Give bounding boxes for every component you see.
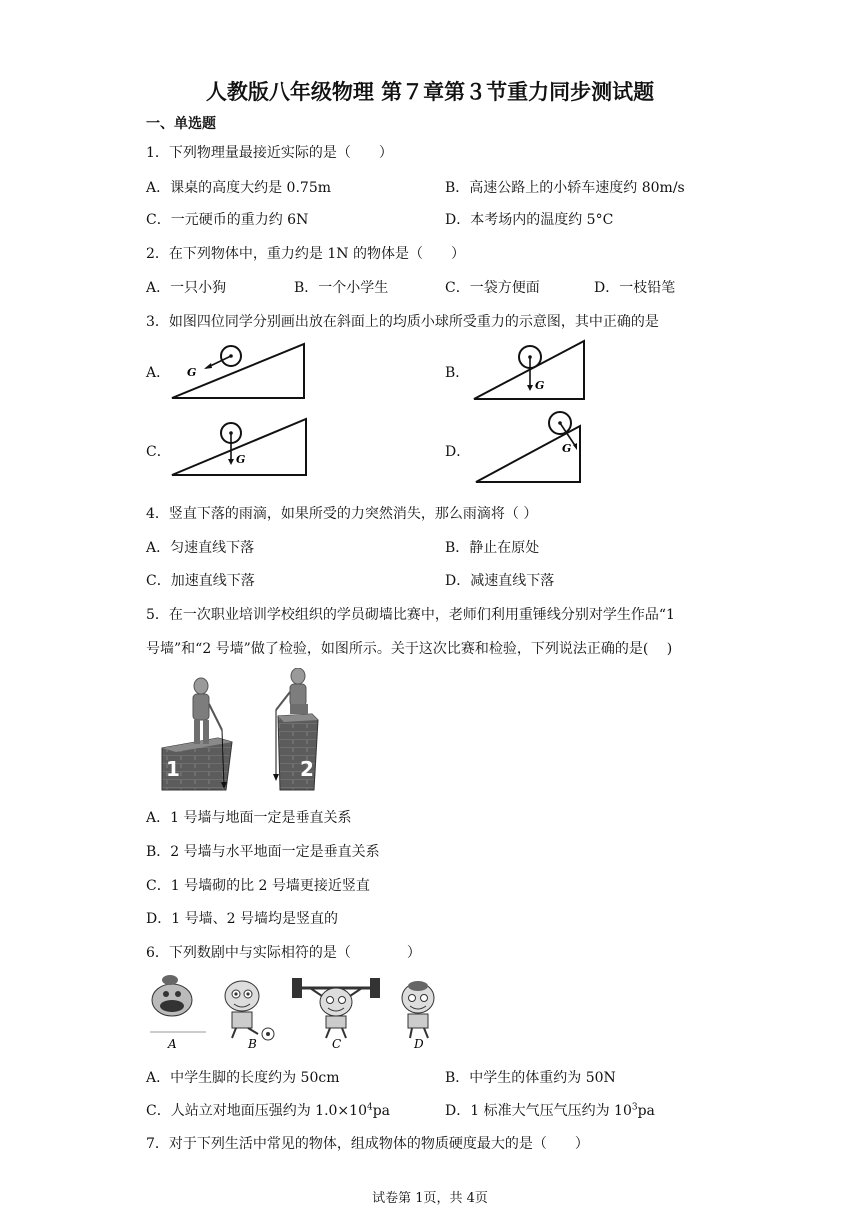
- question-6-stem: 6．下列数剧中与实际相符的是（ ）: [146, 945, 421, 961]
- q5-option-a: A．1 号墙与地面一定是垂直关系: [146, 810, 352, 826]
- q4-option-b: B．静止在原处: [445, 540, 540, 556]
- q5-wall-1-label: 1: [166, 757, 180, 781]
- q6-label-c: C: [332, 1037, 342, 1051]
- question-2-stem: 2．在下列物体中，重力约是 1N 的物体是（ ）: [146, 246, 465, 262]
- q3-option-b: B．: [445, 365, 470, 381]
- q3-option-c: C．: [146, 444, 171, 460]
- q6-option-c: [146, 1100, 390, 1120]
- q4-option-c: C．加速直线下落: [146, 573, 255, 589]
- q6-option-a: A．中学生脚的长度约为 50cm: [146, 1070, 340, 1086]
- q3-figure-a: [168, 340, 308, 402]
- q3-figure-c: [168, 415, 310, 479]
- q1-option-c: C．一元硬币的重力约 6N: [146, 212, 309, 228]
- q2-option-c: C．一袋方便面: [445, 280, 540, 296]
- q6-label-a: A: [168, 1037, 177, 1051]
- question-5-stem-line1: 5．在一次职业培训学校组织的学员砌墙比赛中，老师们利用重锤线分别对学生作品“1: [146, 607, 675, 623]
- q6-c-exponent: 4: [366, 1102, 373, 1113]
- q3-figure-d: [472, 408, 588, 486]
- q5-option-c: C．1 号墙砌的比 2 号墙更接近竖直: [146, 878, 370, 894]
- q3-option-d: D．: [445, 444, 471, 460]
- q4-option-a: A．匀速直线下落: [146, 540, 255, 556]
- q3-d-g-label: G: [562, 442, 572, 455]
- q3-b-g-label: G: [535, 379, 545, 392]
- q5-option-b: B．2 号墙与水平地面一定是垂直关系: [146, 844, 380, 860]
- q2-option-d: D．一枝铅笔: [594, 280, 676, 296]
- q6-c-text: C．人站立对地面压强约为 1.0×10: [146, 1103, 367, 1119]
- q6-d-text: D．1 标准大气压气压约为 10: [445, 1103, 632, 1119]
- q6-c-unit: pa: [372, 1103, 391, 1119]
- q3-c-g-label: G: [236, 453, 246, 466]
- section-heading: 一、单选题: [146, 116, 216, 132]
- question-7-stem: 7．对于下列生活中常见的物体，组成物体的物质硬度最大的是（ ）: [146, 1136, 589, 1152]
- q5-wall-2-label: 2: [300, 757, 314, 781]
- q1-option-d: D．本考场内的温度约 5°C: [445, 212, 614, 228]
- q6-option-b: B．中学生的体重约为 50N: [445, 1070, 616, 1086]
- q2-option-b: B．一个小学生: [294, 280, 389, 296]
- q3-option-a: A．: [146, 365, 171, 381]
- q1-option-a: A．课桌的高度大约是 0.75m: [146, 180, 332, 196]
- q4-option-d: D．减速直线下落: [445, 573, 555, 589]
- q6-d-unit: pa: [637, 1103, 655, 1119]
- q2-option-a: A．一只小狗: [146, 280, 227, 296]
- page-title: 人教版八年级物理 第７章第３节重力同步测试题: [205, 80, 655, 104]
- question-1-stem: 1．下列物理量最接近实际的是（ ）: [146, 145, 393, 161]
- q6-d-exponent: 3: [631, 1102, 638, 1113]
- page-footer: 试卷第 1页，共 4页: [372, 1191, 488, 1206]
- q1-option-b: B．高速公路上的小轿车速度约 80m/s: [445, 180, 685, 196]
- q6-figure-cartoons: [146, 968, 451, 1052]
- q6-label-b: B: [248, 1037, 257, 1051]
- q6-label-d: D: [414, 1037, 424, 1051]
- q3-figure-b: [470, 337, 588, 403]
- q3-a-g-label: G: [187, 366, 197, 379]
- q5-option-d: D．1 号墙、2 号墙均是竖直的: [146, 911, 338, 927]
- q6-option-d: [445, 1100, 655, 1120]
- q5-figure-walls: [160, 668, 350, 792]
- question-3-stem: 3．如图四位同学分别画出放在斜面上的均质小球所受重力的示意图，其中正确的是: [146, 314, 659, 330]
- question-4-stem: 4．竖直下落的雨滴，如果所受的力突然消失，那么雨滴将（ ）: [146, 506, 538, 522]
- question-5-stem-line2: 号墙”和“2 号墙”做了检验，如图所示。关于这次比赛和检验，下列说法正确的是( ): [146, 641, 673, 657]
